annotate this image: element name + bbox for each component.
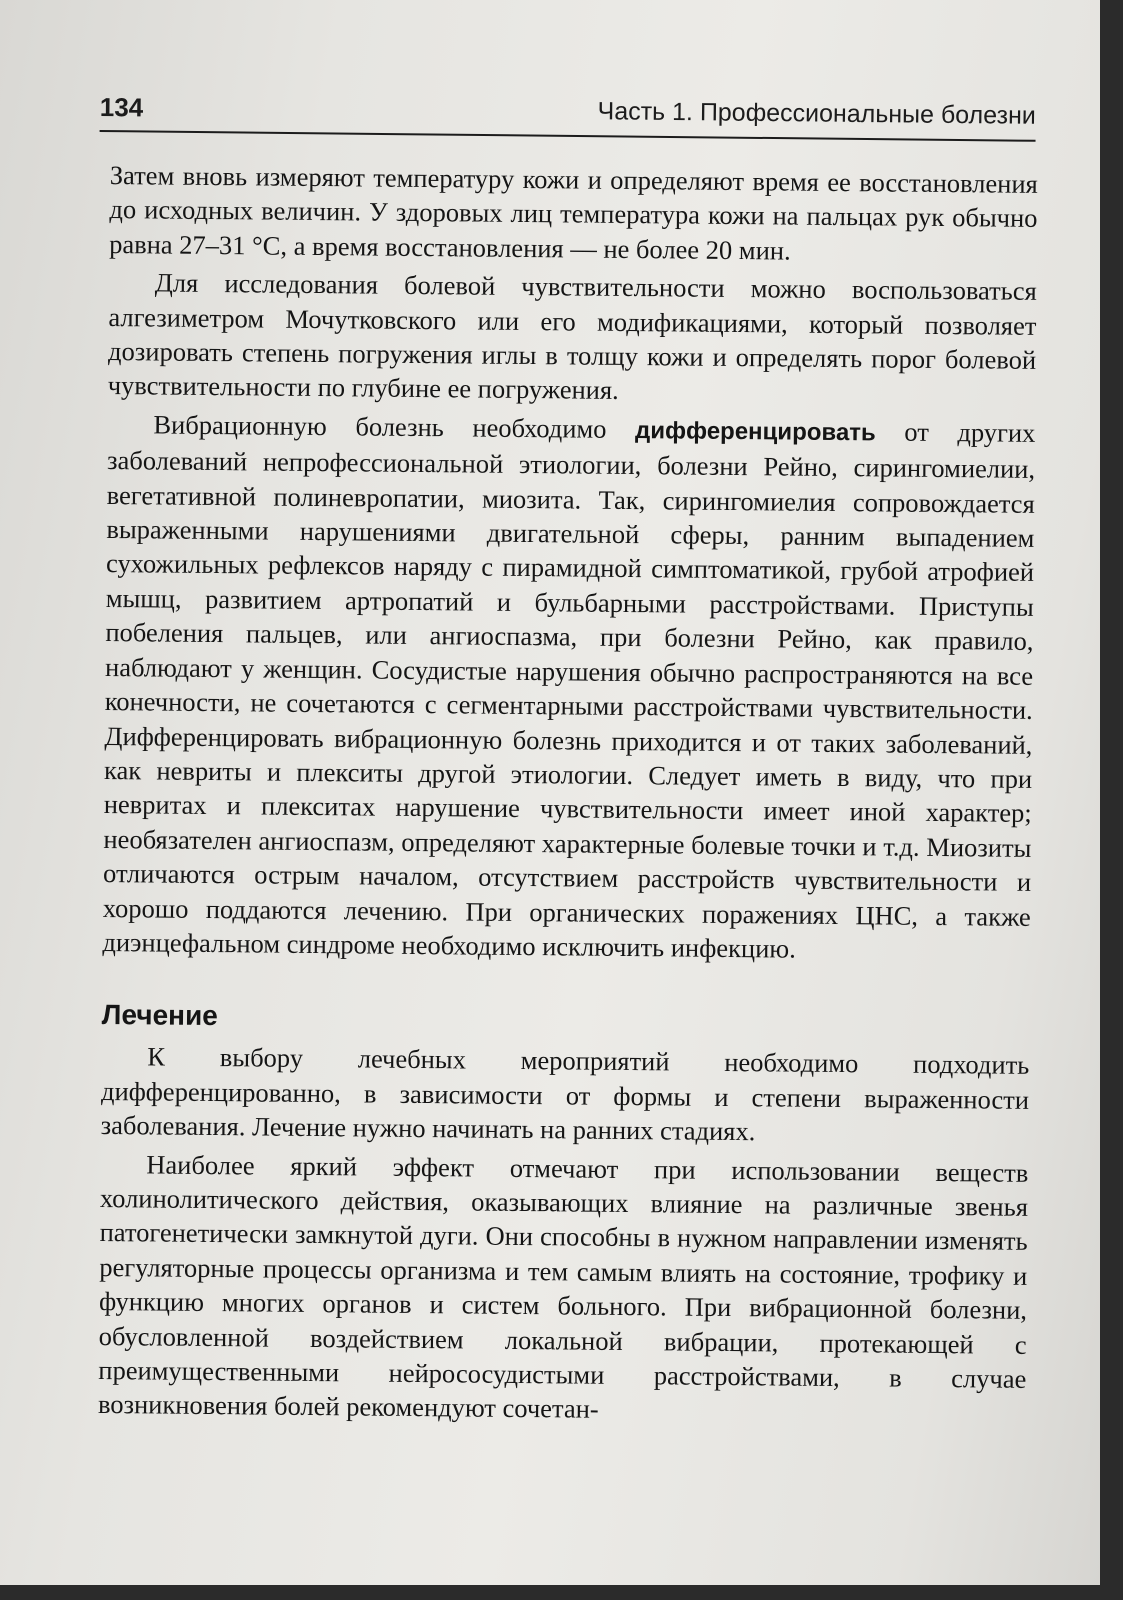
paragraph-text-after: от других заболеваний непрофессиональной этиологии, болезни Рейно, сирингомиелии, вегетативной полиневропатии, миозита. Так, сирингомиелия сопровождается выраженными нарушениями двигательной сферы, ранним выпадением сухожильных рефлексов наряду с пирамидной симптоматикой, грубой атрофией мышц, развитием артропатий и бульбарными расстройствами. Приступы побеления пальцев, или ангиоспазма, при болезни Рейно, как правило, наблюдают у женщин. Сосудистые нарушения обычно распространяются на все конечности, не сочетаются с сегментарными расстройствами чувствительности. Дифференцировать вибрационную болезнь приходится и от таких заболеваний, как невриты и плекситы другой этиологии. Следует иметь в виду, что при невритах и плекситах нарушение чувствительности имеет иной характер; необязателен ангиоспазм, определяют характерные болевые точки и т.д. Миозиты отличаются острым началом, отсутствием расстройств чувствительности и хорошо поддаются лечению. При органических поражениях ЦНС, а также диэнцефальном синдроме необходимо исключить инфекцию.: [102, 416, 1036, 964]
header-rule: [100, 130, 1036, 142]
paragraph-treatment-approach: К выбору лечебных мероприятий необходимо подходить дифференцированно, в зависимости от формы и степени выраженности заболевания. Лечение нужно начинать на ранних стадиях.: [100, 1041, 1030, 1147]
paragraph-skin-temperature: Затем вновь измеряют температуру кожи и определяют время ее восстановления до исходных величин. У здоровых лиц температура кожи на пальцах рук обычно равна 27–31 °С, а время восстановления — не более 20 мин.: [109, 159, 1038, 266]
paragraph-text-before: Вибрационную болезнь необходимо: [153, 409, 636, 444]
page-number: 134: [99, 92, 144, 123]
bold-term: дифференцировать: [634, 416, 876, 447]
section-heading: Лечение: [101, 999, 218, 1032]
page-body: [98, 158, 1038, 1435]
running-head-title: Часть 1. Профессиональные болезни: [597, 97, 1036, 130]
paragraph-pain-sensitivity: Для исследования болевой чувствительности можно воспользоваться алгезиметром Мочутковского или его модификациями, который позволяет дозировать степень погружения иглы в толщу кожи и определять порог болевой чувствительности по глубине ее погружения.: [107, 267, 1037, 406]
paragraph-cholinolytics: Наиболее яркий эффект отмечают при использовании веществ холинолитического действия, оказывающих влияние на различные звенья патогенетически замкнутой дуги. Они способны в нужном направлении изменять регуляторные процессы организма и тем самым влиять на состояние, трофику и функцию многих органов и систем больного. При вибрационной болезни, обусловленной воздействием локальной вибрации, протекающей с преимущественными нейрососудистыми расстройствами, в случае возникновения болей рекомендуют сочетан-: [97, 1148, 1029, 1425]
running-head: [100, 92, 1036, 142]
paragraph-differential-diagnosis: [102, 407, 1035, 968]
